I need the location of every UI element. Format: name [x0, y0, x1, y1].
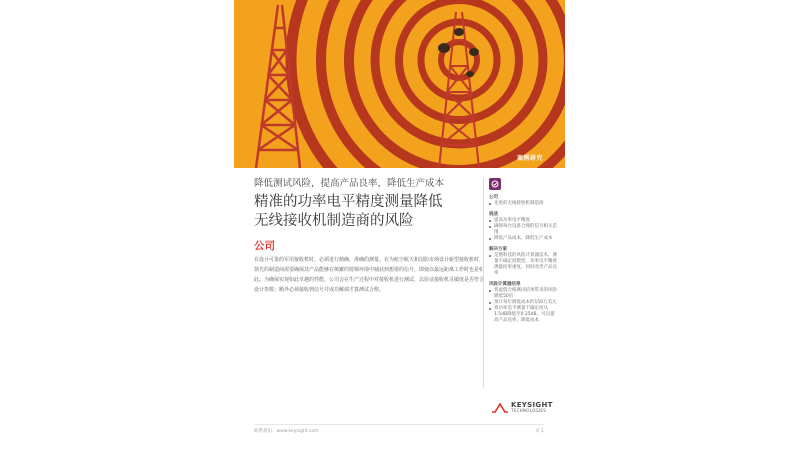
- radio-tower-illustration: [234, 0, 565, 168]
- sidebar-item: 是德科技的风险计算器技术，测量不确定度模型，功率电平精度测量结果重复，同时改善产品良率: [489, 253, 559, 277]
- body-paragraph: 在设计可靠的军用接收机时，必须进行精确、准确的测量。在为航空航天和国防市场设计新型接收机时，领先的制造商需要确保其产品能够在频繁的射频环境中捕获到想要的信号，即使以最远距离工作时也是如此。为确保实现如此卓越的性能，公司会在生产过程中对接收机进行测试，以验证接收机灵敏度是否符合设计参数；额外必须接收到信号并成功解调才算测试合格。: [254, 257, 485, 293]
- case-study-tag: 案例研究: [516, 155, 543, 162]
- sidebar-heading: 公司: [489, 195, 498, 200]
- page-footer: [254, 424, 544, 434]
- headline-block: [254, 175, 484, 231]
- document-page: [234, 0, 565, 450]
- page-title: [254, 193, 484, 231]
- keysight-wave-icon: [492, 403, 508, 413]
- logo-name: KEYSIGHT: [511, 401, 553, 409]
- keysight-logo: [492, 402, 553, 414]
- sidebar-section-company: [489, 194, 559, 207]
- sidebar-item: 预计每年降低成本约150万美元: [489, 300, 559, 306]
- logo-subtitle: TECHNOLOGIES: [511, 408, 547, 413]
- sidebar-item: 将功率电平测量不确定度从1.5dB降低至0.25dB，可以提高产品良率，降低成本: [489, 306, 559, 324]
- footer-page-number: 页 1: [535, 429, 544, 434]
- sidebar-item: 先进的无线接收机制造商: [489, 201, 559, 207]
- sidebar-item: 提高功率电平精度: [489, 218, 559, 224]
- page-subtitle: 降低测试风险，提高产品良率，降低生产成本: [254, 178, 445, 189]
- sidebar-heading: 挑战: [489, 212, 498, 217]
- sidebar-item: 确保每台设备合理的信号相关范围: [489, 224, 559, 236]
- title-line-1: 精准的功率电平精度测量降低: [254, 194, 443, 210]
- sidebar-section-challenge: [489, 211, 559, 242]
- title-line-2: 无线接收机制造商的风险: [254, 213, 414, 229]
- sidebar-section-results: [489, 281, 559, 324]
- hero-image: [234, 0, 565, 168]
- sidebar-section-solution: [489, 246, 559, 277]
- sidebar-heading: 风险计算器结果: [489, 282, 521, 287]
- sidebar-item: 降低产品成本，降低生产成本: [489, 236, 559, 242]
- footer-contact-link[interactable]: 联系我们：www.keysight.com: [254, 429, 319, 434]
- summary-sidebar: [483, 178, 559, 388]
- sidebar-item: 将虚假合格测试结果带来的风险降低50倍: [489, 288, 559, 300]
- section-heading-company: 公司: [254, 240, 275, 252]
- check-badge-icon: [489, 178, 501, 190]
- sidebar-heading: 解决方案: [489, 247, 507, 252]
